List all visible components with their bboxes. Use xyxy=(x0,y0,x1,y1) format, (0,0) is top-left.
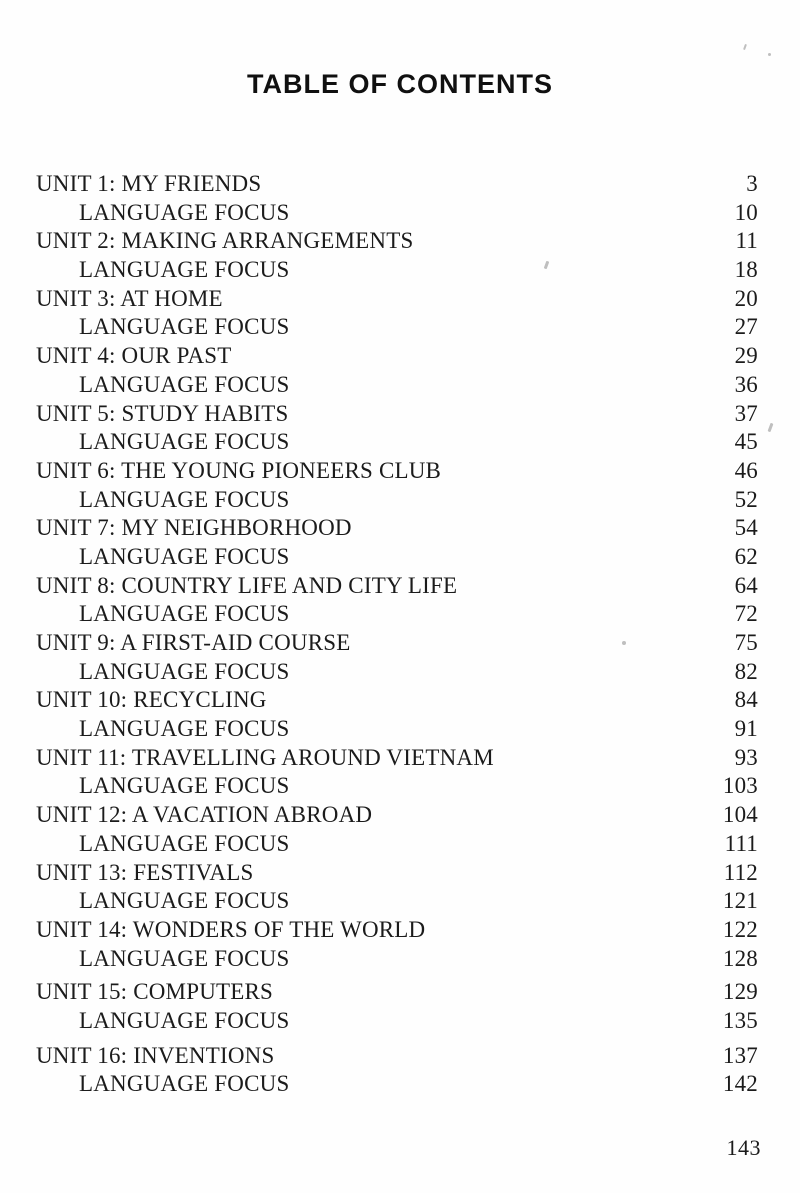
toc-entry-page: 82 xyxy=(734,658,758,684)
toc-entry-title: UNIT 4: OUR PAST xyxy=(36,343,232,369)
scan-speckle xyxy=(743,44,747,50)
scan-speckle xyxy=(622,641,626,645)
toc-row-language-focus xyxy=(36,486,758,515)
toc-entry-page: 29 xyxy=(734,343,758,369)
toc-entry-page: 10 xyxy=(734,199,758,225)
toc-entry-title: LANGUAGE FOCUS xyxy=(79,658,290,684)
toc-row-language-focus xyxy=(36,830,758,859)
scan-speckle xyxy=(768,423,774,432)
toc-row-unit xyxy=(36,859,758,888)
toc-row-unit xyxy=(36,744,758,773)
toc-row-language-focus xyxy=(36,715,758,744)
toc-row-language-focus xyxy=(36,887,758,916)
toc-entry-page: 64 xyxy=(734,572,758,598)
toc-entry-title: LANGUAGE FOCUS xyxy=(79,830,290,856)
toc-entry-title: LANGUAGE FOCUS xyxy=(79,773,290,799)
toc-entry-page: 137 xyxy=(722,1042,758,1068)
toc-entry-title: UNIT 9: A FIRST-AID COURSE xyxy=(36,630,351,655)
toc-entry-title: LANGUAGE FOCUS xyxy=(79,601,290,627)
toc-entry-page: 36 xyxy=(734,371,758,397)
toc-entry-title: LANGUAGE FOCUS xyxy=(79,1007,290,1033)
toc-entry-page: 103 xyxy=(722,773,758,799)
toc-row-unit xyxy=(36,572,758,601)
toc-row-language-focus xyxy=(36,1070,758,1099)
toc-entry-title: LANGUAGE FOCUS xyxy=(79,888,290,914)
toc-entry-title: UNIT 8: COUNTRY LIFE AND CITY LIFE xyxy=(36,572,458,598)
toc-row-unit xyxy=(36,514,758,543)
toc-entry-title: UNIT 12: A VACATION ABROAD xyxy=(36,802,373,828)
toc-entry-page: 111 xyxy=(724,830,758,856)
scan-speckle xyxy=(768,53,771,56)
toc-row-language-focus xyxy=(36,600,758,629)
toc-row-language-focus xyxy=(36,428,758,457)
toc-row-unit xyxy=(36,342,758,371)
toc-entry-page: 84 xyxy=(734,687,758,713)
toc-entry-title: LANGUAGE FOCUS xyxy=(79,543,290,569)
toc-entry-title: LANGUAGE FOCUS xyxy=(79,1071,290,1097)
toc-entry-title: UNIT 7: MY NEIGHBORHOOD xyxy=(36,515,352,541)
toc-entry-title: LANGUAGE FOCUS xyxy=(79,945,290,971)
toc-row-unit xyxy=(36,629,758,658)
toc-entry-page: 128 xyxy=(722,945,758,971)
toc-row-language-focus xyxy=(36,313,758,342)
toc-entry-page: 135 xyxy=(722,1007,758,1033)
toc-entry-page: 46 xyxy=(734,457,758,483)
toc-entry-title: UNIT 1: MY FRIENDS xyxy=(36,171,262,196)
toc-entry-title: UNIT 16: INVENTIONS xyxy=(36,1042,275,1068)
page-title: TABLE OF CONTENTS xyxy=(247,69,553,99)
toc-entry-page: 62 xyxy=(734,543,758,569)
toc-row-language-focus xyxy=(36,945,758,974)
toc-entry-title: UNIT 2: MAKING ARRANGEMENTS xyxy=(36,228,414,254)
toc-entry-page: 121 xyxy=(722,888,758,914)
toc-entry-page: 75 xyxy=(734,630,758,655)
toc-entry-title: LANGUAGE FOCUS xyxy=(79,199,290,225)
toc-entry-page: 112 xyxy=(723,859,758,885)
footer-page-number: 143 xyxy=(726,1135,761,1160)
toc-entry-title: UNIT 13: FESTIVALS xyxy=(36,859,254,885)
toc-row-language-focus xyxy=(36,772,758,801)
toc-entry-title: UNIT 15: COMPUTERS xyxy=(36,979,274,1005)
toc-row-unit xyxy=(36,170,758,199)
toc-row-language-focus xyxy=(36,199,758,228)
toc-row-language-focus xyxy=(36,1007,758,1036)
toc-entry-page: 27 xyxy=(734,314,758,340)
toc-entry-title: LANGUAGE FOCUS xyxy=(79,257,290,283)
toc-row-language-focus xyxy=(36,371,758,400)
toc-entry-page: 3 xyxy=(746,171,758,196)
toc-row-unit xyxy=(36,686,758,715)
toc-row-unit xyxy=(36,1042,758,1071)
toc-entry-page: 54 xyxy=(734,515,758,541)
toc-entry-title: UNIT 3: AT HOME xyxy=(36,285,223,311)
toc-row-unit xyxy=(36,227,758,256)
toc-entry-page: 104 xyxy=(722,802,758,828)
toc-row-language-focus xyxy=(36,256,758,285)
toc-entry-page: 11 xyxy=(735,228,758,254)
toc-entry-page: 18 xyxy=(734,257,758,283)
toc-entry-title: LANGUAGE FOCUS xyxy=(79,429,290,455)
toc-list xyxy=(36,170,758,1099)
toc-entry-page: 52 xyxy=(734,486,758,512)
toc-entry-title: LANGUAGE FOCUS xyxy=(79,716,290,742)
toc-row-language-focus xyxy=(36,658,758,687)
toc-entry-title: UNIT 6: THE YOUNG PIONEERS CLUB xyxy=(36,457,442,483)
toc-entry-title: UNIT 5: STUDY HABITS xyxy=(36,400,289,426)
toc-entry-title: LANGUAGE FOCUS xyxy=(79,486,290,512)
toc-entry-page: 142 xyxy=(722,1071,758,1097)
toc-entry-page: 37 xyxy=(734,400,758,426)
toc-entry-page: 93 xyxy=(734,744,758,770)
toc-row-unit xyxy=(36,916,758,945)
toc-row-unit xyxy=(36,457,758,486)
toc-entry-page: 72 xyxy=(734,601,758,627)
toc-entry-title: LANGUAGE FOCUS xyxy=(79,314,290,340)
toc-entry-title: UNIT 11: TRAVELLING AROUND VIETNAM xyxy=(36,744,494,770)
toc-entry-title: UNIT 10: RECYCLING xyxy=(36,687,267,713)
toc-entry-page: 129 xyxy=(722,979,758,1005)
toc-row-unit xyxy=(36,285,758,314)
toc-row-language-focus xyxy=(36,543,758,572)
toc-entry-page: 20 xyxy=(734,285,758,311)
toc-entry-page: 91 xyxy=(734,716,758,742)
toc-row-unit xyxy=(36,801,758,830)
toc-row-unit xyxy=(36,400,758,429)
toc-entry-page: 45 xyxy=(734,429,758,455)
toc-entry-title: UNIT 14: WONDERS OF THE WORLD xyxy=(36,916,426,942)
toc-entry-title: LANGUAGE FOCUS xyxy=(79,371,290,397)
toc-entry-page: 122 xyxy=(722,916,758,942)
toc-row-unit xyxy=(36,978,758,1007)
